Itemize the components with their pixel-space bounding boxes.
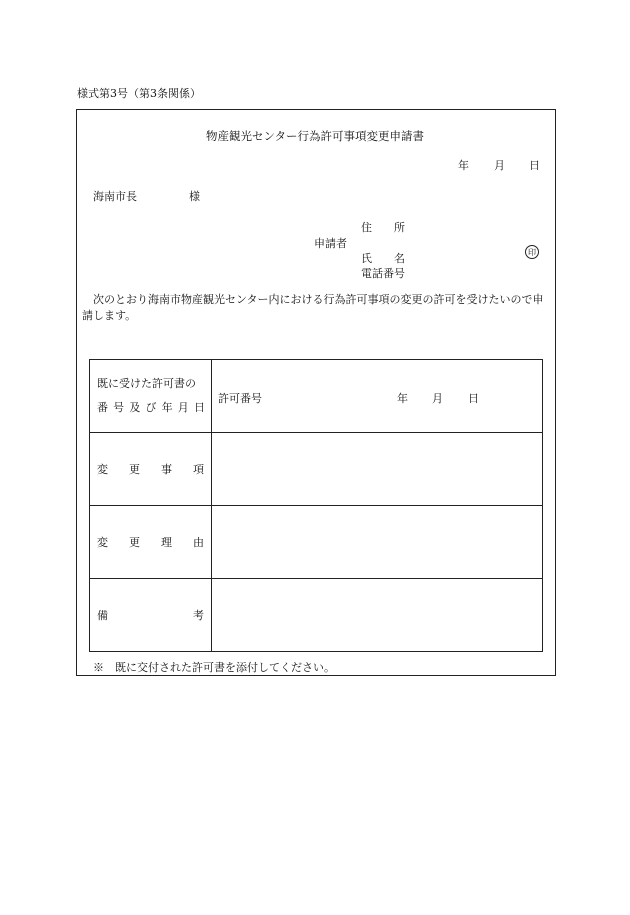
phone-number-label: 電話番号	[361, 267, 405, 280]
permit-month-label: 月	[432, 392, 443, 405]
address-label: 住 所	[361, 221, 405, 234]
form-number-label: 様式第3号（第3条関係）	[77, 87, 201, 100]
label-char: 号	[113, 401, 125, 414]
label-char: 月	[177, 401, 189, 414]
label-char: 更	[129, 536, 140, 549]
label-char: 年	[161, 401, 173, 414]
permit-day-label: 日	[468, 392, 479, 405]
label-char: 番	[97, 401, 108, 414]
label-char: 及	[129, 401, 141, 414]
change-reason-input-cell[interactable]	[212, 506, 543, 579]
previous-permit-label-line2	[97, 396, 211, 420]
seal-mark-icon: 印	[525, 245, 539, 259]
application-statement: 次のとおり海南市物産観光センター内における行為許可事項の変更の許可を受けたいので申請します。	[82, 293, 544, 322]
application-detail-table	[89, 359, 543, 652]
label-char: び	[145, 401, 157, 414]
change-items-label-cell	[90, 433, 212, 506]
label-char: 事	[161, 463, 172, 476]
permit-year-label: 年	[397, 392, 408, 405]
label-char: 由	[193, 536, 204, 549]
label-char: 変	[97, 536, 108, 549]
remarks-label-cell	[90, 579, 212, 652]
label-char: 項	[193, 463, 204, 476]
date-month-label: 月	[494, 159, 505, 172]
addressee-name: 海南市長	[93, 190, 137, 203]
label-char: 備	[97, 609, 108, 622]
label-char: 変	[97, 463, 108, 476]
table-row-change-reason	[90, 506, 543, 579]
addressee-honorific: 様	[189, 190, 200, 203]
previous-permit-label-cell	[90, 360, 212, 433]
label-char: 考	[193, 609, 204, 622]
date-year-label: 年	[458, 159, 469, 172]
name-label: 氏 名	[361, 252, 405, 265]
label-char: 日	[193, 401, 205, 414]
applicant-label: 申請者	[314, 237, 347, 250]
change-items-input-cell[interactable]	[212, 433, 543, 506]
permit-number-label: 許可番号	[218, 392, 262, 405]
label-char: 更	[129, 463, 140, 476]
table-row-previous-permit	[90, 360, 543, 433]
form-title: 物産観光センター行為許可事項変更申請書	[205, 129, 425, 143]
previous-permit-value-cell[interactable]	[212, 360, 543, 433]
table-row-remarks	[90, 579, 543, 652]
remarks-input-cell[interactable]	[212, 579, 543, 652]
label-char: 理	[161, 536, 172, 549]
attachment-footnote: ※ 既に交付された許可書を添付してください。	[93, 661, 335, 674]
table-row-change-items	[90, 433, 543, 506]
previous-permit-label-line1: 既に受けた許可書の	[97, 377, 196, 390]
date-day-label: 日	[529, 159, 540, 172]
change-reason-label-cell	[90, 506, 212, 579]
